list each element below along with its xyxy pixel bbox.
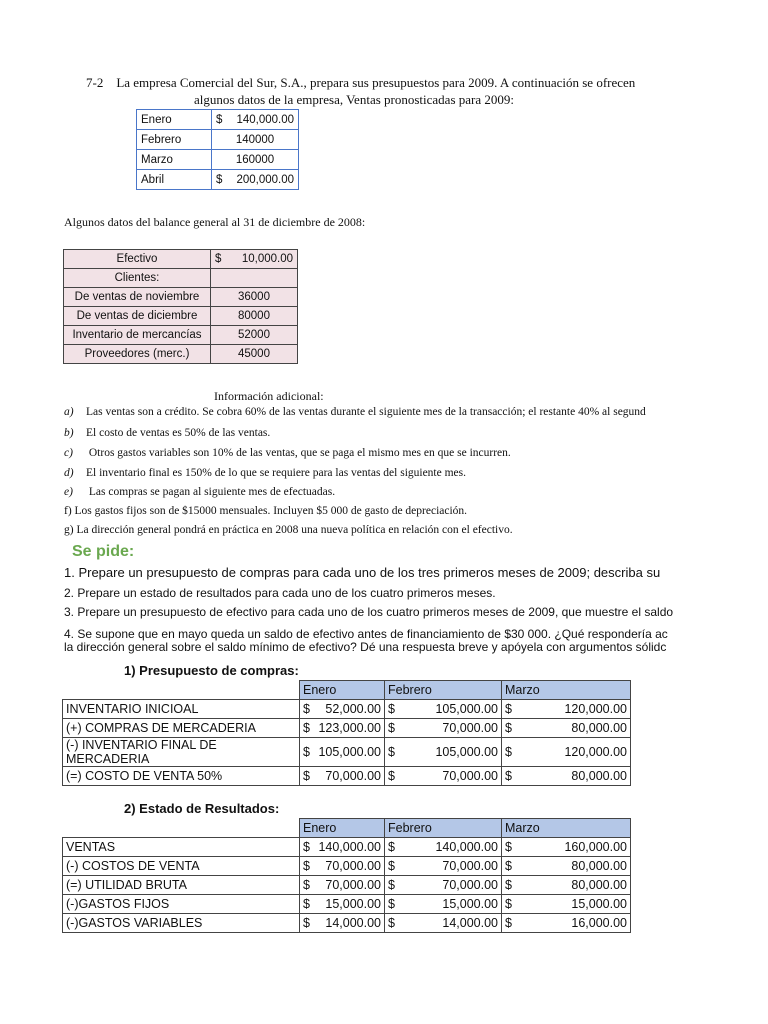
row-label: (-)GASTOS VARIABLES bbox=[63, 914, 300, 933]
table-row bbox=[64, 345, 298, 364]
sales-value: $ 140,000.00 bbox=[212, 110, 299, 130]
income-title: 2) Estado de Resultados: bbox=[124, 801, 280, 816]
cell: $ 70,000.00 bbox=[385, 857, 502, 876]
balance-sheet-table bbox=[63, 249, 298, 364]
table-row bbox=[64, 250, 298, 269]
balance-label: De ventas de diciembre bbox=[64, 307, 211, 326]
cell: $ 15,000.00 bbox=[300, 895, 385, 914]
request-1: 1. Prepare un presupuesto de compras para cada uno de los tres primeros meses de 2009; describa su bbox=[64, 565, 661, 580]
balance-label: Efectivo bbox=[64, 250, 211, 269]
info-title: Información adicional: bbox=[214, 389, 324, 403]
sales-value: $ 200,000.00 bbox=[212, 170, 299, 190]
table-row bbox=[63, 700, 631, 719]
row-label: (-) INVENTARIO FINAL DE MERCADERIA bbox=[63, 738, 300, 767]
balance-value: 45000 bbox=[211, 345, 298, 364]
cell: $ 70,000.00 bbox=[385, 767, 502, 786]
cell: $ 70,000.00 bbox=[300, 857, 385, 876]
balance-label: De ventas de noviembre bbox=[64, 288, 211, 307]
purchases-title: 1) Presupuesto de compras: bbox=[124, 663, 299, 678]
table-row bbox=[63, 857, 631, 876]
table-row bbox=[64, 326, 298, 345]
row-label: (=) COSTO DE VENTA 50% bbox=[63, 767, 300, 786]
table-row bbox=[137, 110, 299, 130]
request-2: 2. Prepare un estado de resultados para cada uno de los cuatro primeros meses. bbox=[64, 586, 496, 600]
cell: $ 80,000.00 bbox=[502, 857, 631, 876]
cell: $ 16,000.00 bbox=[502, 914, 631, 933]
cell: $ 14,000.00 bbox=[300, 914, 385, 933]
table-row bbox=[64, 288, 298, 307]
sales-value: 160000 bbox=[212, 150, 299, 170]
request-3: 3. Prepare un presupuesto de efectivo para cada uno de los cuatro primeros meses de 2009, que muestre el saldo bbox=[64, 605, 674, 619]
sales-forecast-table bbox=[136, 109, 299, 190]
table-row bbox=[63, 895, 631, 914]
cell: $ 80,000.00 bbox=[502, 719, 631, 738]
table-row bbox=[63, 914, 631, 933]
column-header: Febrero bbox=[385, 819, 502, 838]
balance-label: Inventario de mercancías bbox=[64, 326, 211, 345]
balance-label: Clientes: bbox=[64, 269, 211, 288]
row-label: (=) UTILIDAD BRUTA bbox=[63, 876, 300, 895]
balance-value: 36000 bbox=[211, 288, 298, 307]
column-header: Marzo bbox=[502, 819, 631, 838]
cell: $ 105,000.00 bbox=[385, 738, 502, 767]
cell: $ 123,000.00 bbox=[300, 719, 385, 738]
se-pide-heading: Se pide: bbox=[72, 543, 135, 560]
table-row bbox=[63, 838, 631, 857]
cell: $ 70,000.00 bbox=[385, 719, 502, 738]
table-row bbox=[137, 150, 299, 170]
cell: $ 140,000.00 bbox=[385, 838, 502, 857]
column-header: Marzo bbox=[502, 681, 631, 700]
column-header: Febrero bbox=[385, 681, 502, 700]
table-header-row bbox=[63, 681, 631, 700]
table-row bbox=[63, 719, 631, 738]
sales-month: Abril bbox=[137, 170, 212, 190]
income-statement-table bbox=[62, 818, 631, 933]
info-item-f: f) Los gastos fijos son de $15000 mensuales. Incluyen $5 000 de gasto de depreciación. bbox=[64, 505, 468, 517]
table-header-row bbox=[63, 819, 631, 838]
sales-month: Enero bbox=[137, 110, 212, 130]
cell: $ 105,000.00 bbox=[300, 738, 385, 767]
info-item-g: g) La dirección general pondrá en práctica en 2008 una nueva política en relación con el efectivo. bbox=[64, 524, 513, 536]
info-item-c: c) Otros gastos variables son 10% de las ventas, que se paga el mismo mes en que se incurren. bbox=[64, 447, 511, 459]
column-header: Enero bbox=[300, 819, 385, 838]
table-row bbox=[137, 130, 299, 150]
row-label: INVENTARIO INICIOAL bbox=[63, 700, 300, 719]
row-label: (-)GASTOS FIJOS bbox=[63, 895, 300, 914]
table-row bbox=[64, 307, 298, 326]
row-label: VENTAS bbox=[63, 838, 300, 857]
balance-value: $ 10,000.00 bbox=[211, 250, 298, 269]
cell: $ 160,000.00 bbox=[502, 838, 631, 857]
table-row bbox=[63, 738, 631, 767]
sales-month: Febrero bbox=[137, 130, 212, 150]
cell: $ 15,000.00 bbox=[385, 895, 502, 914]
sales-month: Marzo bbox=[137, 150, 212, 170]
table-row bbox=[64, 269, 298, 288]
cell: $ 120,000.00 bbox=[502, 700, 631, 719]
sales-value: 140000 bbox=[212, 130, 299, 150]
info-item-a: a) Las ventas son a crédito. Se cobra 60% de las ventas durante el siguiente mes de la transacción; el restante 40% al segund bbox=[64, 406, 646, 418]
balance-label: Proveedores (merc.) bbox=[64, 345, 211, 364]
column-header: Enero bbox=[300, 681, 385, 700]
table-row bbox=[63, 767, 631, 786]
request-4-line-1: 4. Se supone que en mayo queda un saldo de efectivo antes de financiamiento de $30 000. ¿Qué respondería ac bbox=[64, 627, 668, 641]
info-item-e: e) Las compras se pagan al siguiente mes de efectuadas. bbox=[64, 486, 336, 498]
table-row bbox=[137, 170, 299, 190]
balance-intro: Algunos datos del balance general al 31 de diciembre de 2008: bbox=[64, 215, 366, 229]
cell: $ 70,000.00 bbox=[300, 876, 385, 895]
problem-heading bbox=[86, 75, 636, 107]
request-4-line-2: la dirección general sobre el saldo mínimo de efectivo? Dé una respuesta breve y apóyela con argumentos sólidc bbox=[64, 640, 667, 654]
balance-value: 80000 bbox=[211, 307, 298, 326]
cell: $ 105,000.00 bbox=[385, 700, 502, 719]
info-item-b: b) El costo de ventas es 50% de las ventas. bbox=[64, 427, 271, 439]
cell: $ 14,000.00 bbox=[385, 914, 502, 933]
cell: $ 70,000.00 bbox=[300, 767, 385, 786]
row-label: (+) COMPRAS DE MERCADERIA bbox=[63, 719, 300, 738]
heading-line-2: algunos datos de la empresa, Ventas pronosticadas para 2009: bbox=[194, 92, 514, 107]
cell: $ 70,000.00 bbox=[385, 876, 502, 895]
cell: $ 80,000.00 bbox=[502, 767, 631, 786]
row-label: (-) COSTOS DE VENTA bbox=[63, 857, 300, 876]
table-row bbox=[63, 876, 631, 895]
cell: $ 120,000.00 bbox=[502, 738, 631, 767]
heading-line-1: 7-2 La empresa Comercial del Sur, S.A., prepara sus presupuestos para 2009. A continuación se ofrecen bbox=[86, 75, 636, 90]
cell: $ 52,000.00 bbox=[300, 700, 385, 719]
cell: $ 15,000.00 bbox=[502, 895, 631, 914]
cell: $ 140,000.00 bbox=[300, 838, 385, 857]
purchases-budget-table bbox=[62, 680, 631, 786]
cell: $ 80,000.00 bbox=[502, 876, 631, 895]
info-item-d: d) El inventario final es 150% de lo que se requiere para las ventas del siguiente mes. bbox=[64, 467, 467, 479]
balance-value: 52000 bbox=[211, 326, 298, 345]
balance-value bbox=[211, 269, 298, 288]
